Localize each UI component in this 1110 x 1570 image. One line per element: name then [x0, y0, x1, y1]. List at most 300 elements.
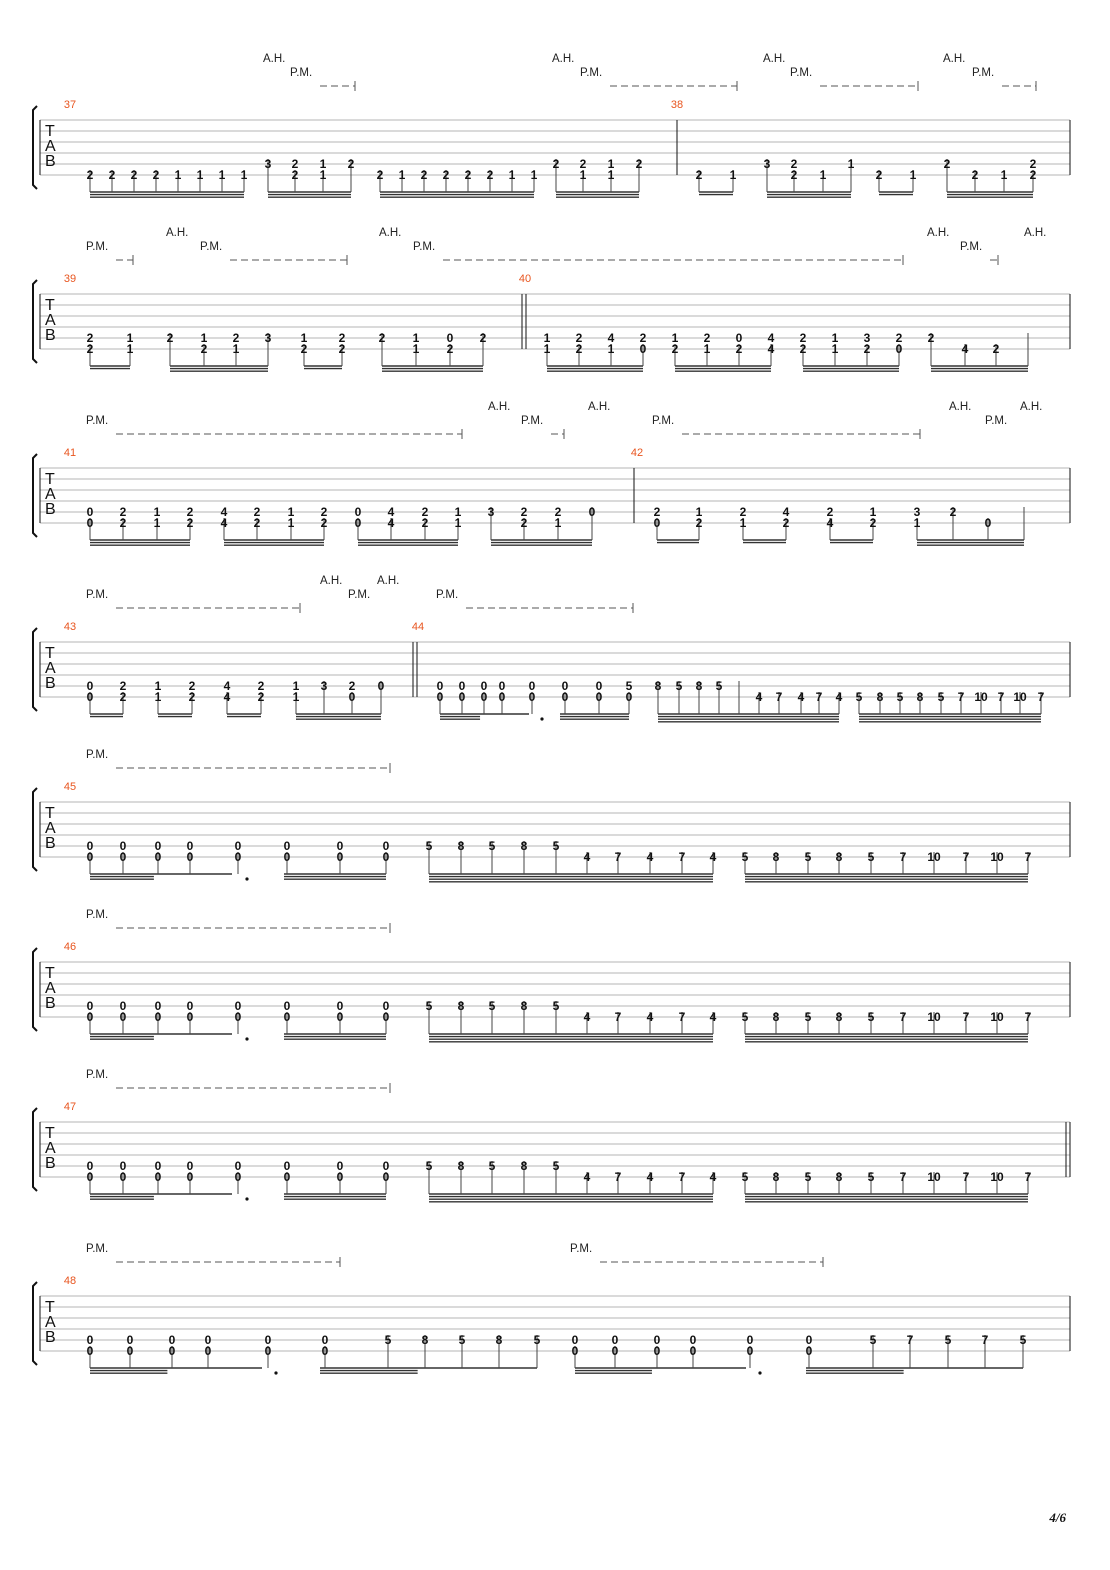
fret-number: 4 [387, 505, 395, 519]
fret-number: 0 [336, 1010, 344, 1024]
fret-number: 0 [186, 999, 194, 1013]
fret-number: 1 [695, 505, 703, 519]
fret-number: 0 [984, 516, 992, 530]
fret-number: 1 [398, 168, 406, 182]
fret-number: 7 [614, 850, 622, 864]
artificial-harmonic-label: A.H. [763, 53, 786, 65]
fret-number: 8 [835, 1170, 843, 1184]
bar-number: 40 [518, 273, 532, 285]
fret-number: 4 [709, 1170, 717, 1184]
fret-number: 2 [232, 331, 240, 345]
fret-number: 5 [867, 850, 875, 864]
fret-number: 0 [382, 1170, 390, 1184]
fret-number: 4 [755, 690, 763, 704]
tab-clef-letter: T [45, 1299, 55, 1316]
fret-number: 0 [86, 505, 94, 519]
tab-system-7 [33, 1069, 1070, 1202]
fret-number: 2 [653, 505, 661, 519]
fret-number: 2 [895, 331, 903, 345]
fret-number: 0 [382, 850, 390, 864]
fret-number: 0 [348, 690, 356, 704]
fret-number: 0 [86, 850, 94, 864]
fret-number: 0 [154, 1010, 162, 1024]
fret-number: 0 [86, 1159, 94, 1173]
fret-number: 2 [376, 168, 384, 182]
fret-number: 7 [678, 1010, 686, 1024]
fret-number: 0 [480, 679, 488, 693]
tab-clef-letter: T [45, 123, 55, 140]
fret-number: 0 [283, 839, 291, 853]
fret-number: 0 [186, 850, 194, 864]
fret-number: 2 [790, 157, 798, 171]
fret-number: 0 [611, 1333, 619, 1347]
fret-number: 10 [990, 1010, 1004, 1024]
fret-number: 4 [220, 516, 228, 530]
fret-number: 1 [909, 168, 917, 182]
fret-number: 2 [421, 505, 429, 519]
fret-number: 0 [86, 1010, 94, 1024]
bar-number: 43 [63, 621, 77, 633]
fret-number: 7 [1024, 1170, 1032, 1184]
fret-number: 4 [767, 331, 775, 345]
fret-number: 0 [154, 1159, 162, 1173]
fret-number: 0 [168, 1333, 176, 1347]
fret-number: 4 [961, 342, 969, 356]
fret-number: 0 [86, 1344, 94, 1358]
fret-number: 5 [533, 1333, 541, 1347]
bar-number: 41 [63, 447, 77, 459]
palm-mute-label: P.M. [290, 67, 313, 79]
fret-number: 0 [611, 1344, 619, 1358]
fret-number: 8 [772, 1010, 780, 1024]
fret-number: 8 [772, 1170, 780, 1184]
fret-number: 0 [735, 331, 743, 345]
fret-number: 1 [607, 157, 615, 171]
fret-number: 0 [561, 679, 569, 693]
fret-number: 1 [819, 168, 827, 182]
palm-mute-label: P.M. [972, 67, 995, 79]
fret-number: 10 [927, 850, 941, 864]
fret-number: 0 [480, 690, 488, 704]
bar-number: 45 [63, 781, 77, 793]
fret-number: 2 [949, 505, 957, 519]
bar-number: 39 [63, 273, 77, 285]
fret-number: 0 [264, 1333, 272, 1347]
fret-number: 2 [1029, 168, 1037, 182]
fret-number: 2 [119, 679, 127, 693]
tab-system-3 [33, 401, 1070, 545]
system-bracket [33, 628, 37, 711]
fret-number: 2 [943, 157, 951, 171]
fret-number: 5 [937, 690, 945, 704]
fret-number: 0 [571, 1333, 579, 1347]
artificial-harmonic-label: A.H. [1020, 401, 1043, 413]
tab-system-2 [33, 227, 1070, 371]
tab-clef-letter: B [45, 1155, 56, 1172]
tab-clef-letter: T [45, 645, 55, 662]
fret-number: 0 [377, 679, 385, 693]
fret-number: 0 [283, 850, 291, 864]
fret-number: 0 [436, 690, 444, 704]
fret-number: 1 [454, 516, 462, 530]
fret-number: 4 [223, 690, 231, 704]
fret-number: 10 [1013, 690, 1027, 704]
fret-number: 4 [583, 1010, 591, 1024]
fret-number: 7 [1037, 690, 1045, 704]
fret-number: 0 [689, 1333, 697, 1347]
palm-mute-label: P.M. [348, 589, 371, 601]
fret-number: 2 [253, 516, 261, 530]
fret-number: 1 [292, 679, 300, 693]
duration-dot [540, 717, 543, 720]
fret-number: 1 [543, 331, 551, 345]
fret-number: 4 [646, 1010, 654, 1024]
tab-system-5 [33, 749, 1070, 882]
fret-number: 0 [528, 690, 536, 704]
fret-number: 0 [595, 679, 603, 693]
fret-number: 0 [234, 1159, 242, 1173]
fret-number: 2 [253, 505, 261, 519]
artificial-harmonic-label: A.H. [588, 401, 611, 413]
fret-number: 1 [671, 331, 679, 345]
fret-number: 0 [234, 1170, 242, 1184]
fret-number: 1 [847, 157, 855, 171]
fret-number: 0 [382, 1159, 390, 1173]
fret-number: 1 [831, 331, 839, 345]
fret-number: 0 [382, 839, 390, 853]
fret-number: 2 [320, 516, 328, 530]
fret-number: 0 [86, 679, 94, 693]
fret-number: 7 [957, 690, 965, 704]
fret-number: 10 [927, 1170, 941, 1184]
fret-number: 7 [678, 1170, 686, 1184]
fret-number: 0 [86, 516, 94, 530]
fret-number: 1 [869, 505, 877, 519]
fret-number: 1 [412, 342, 420, 356]
tab-system-4 [33, 575, 1070, 722]
fret-number: 2 [257, 679, 265, 693]
fret-number: 2 [703, 331, 711, 345]
fret-number: 5 [715, 679, 723, 693]
fret-number: 2 [338, 331, 346, 345]
fret-number: 0 [168, 1344, 176, 1358]
fret-number: 2 [971, 168, 979, 182]
fret-number: 5 [384, 1333, 392, 1347]
bar-number: 44 [411, 621, 425, 633]
fret-number: 0 [119, 1170, 127, 1184]
fret-number: 2 [200, 342, 208, 356]
fret-number: 2 [671, 342, 679, 356]
fret-number: 5 [552, 999, 560, 1013]
fret-number: 2 [575, 342, 583, 356]
tab-clef-letter: T [45, 297, 55, 314]
fret-number: 8 [457, 999, 465, 1013]
fret-number: 3 [913, 505, 921, 519]
fret-number: 3 [264, 157, 272, 171]
fret-number: 1 [200, 331, 208, 345]
fret-number: 4 [646, 850, 654, 864]
fret-number: 0 [119, 999, 127, 1013]
fret-number: 0 [382, 1010, 390, 1024]
fret-number: 0 [561, 690, 569, 704]
tab-clef-letter: B [45, 995, 56, 1012]
fret-number: 8 [520, 839, 528, 853]
system-bracket [33, 1282, 37, 1365]
fret-number: 8 [457, 839, 465, 853]
fret-number: 10 [990, 1170, 1004, 1184]
fret-number: 8 [876, 690, 884, 704]
fret-number: 8 [654, 679, 662, 693]
fret-number: 0 [354, 505, 362, 519]
fret-number: 8 [772, 850, 780, 864]
fret-number: 1 [554, 516, 562, 530]
fret-number: 1 [739, 516, 747, 530]
fret-number: 0 [321, 1344, 329, 1358]
fret-number: 0 [571, 1344, 579, 1358]
fret-number: 1 [287, 516, 295, 530]
fret-number: 2 [927, 331, 935, 345]
duration-dot [758, 1371, 761, 1374]
fret-number: 1 [703, 342, 711, 356]
fret-number: 2 [863, 342, 871, 356]
fret-number: 7 [1024, 850, 1032, 864]
fret-number: 5 [869, 1333, 877, 1347]
fret-number: 0 [126, 1333, 134, 1347]
fret-number: 5 [741, 850, 749, 864]
fret-number: 0 [119, 850, 127, 864]
fret-number: 2 [790, 168, 798, 182]
fret-number: 2 [639, 331, 647, 345]
fret-number: 1 [287, 505, 295, 519]
fret-number: 1 [607, 342, 615, 356]
fret-number: 7 [1024, 1010, 1032, 1024]
system-bracket [33, 788, 37, 871]
fret-number: 1 [292, 690, 300, 704]
fret-number: 3 [763, 157, 771, 171]
fret-number: 4 [782, 505, 790, 519]
tab-clef-letter: B [45, 675, 56, 692]
artificial-harmonic-label: A.H. [1024, 227, 1047, 239]
fret-number: 3 [320, 679, 328, 693]
fret-number: 0 [805, 1344, 813, 1358]
fret-number: 2 [442, 168, 450, 182]
palm-mute-label: P.M. [570, 1243, 593, 1255]
fret-number: 2 [338, 342, 346, 356]
fret-number: 1 [126, 342, 134, 356]
fret-number: 5 [855, 690, 863, 704]
system-bracket [33, 106, 37, 189]
fret-number: 0 [336, 850, 344, 864]
fret-number: 2 [320, 505, 328, 519]
fret-number: 0 [234, 1010, 242, 1024]
fret-number: 0 [746, 1344, 754, 1358]
duration-dot [245, 877, 248, 880]
fret-number: 1 [153, 505, 161, 519]
fret-number: 4 [387, 516, 395, 530]
fret-number: 2 [782, 516, 790, 530]
fret-number: 5 [552, 839, 560, 853]
fret-number: 0 [336, 1170, 344, 1184]
palm-mute-label: P.M. [86, 909, 109, 921]
fret-number: 1 [126, 331, 134, 345]
tab-clef-letter: A [45, 1140, 56, 1157]
fret-number: 5 [425, 999, 433, 1013]
fret-number: 0 [588, 505, 596, 519]
fret-number: 0 [234, 999, 242, 1013]
fret-number: 2 [86, 331, 94, 345]
fret-number: 2 [188, 679, 196, 693]
fret-number: 4 [223, 679, 231, 693]
fret-number: 2 [446, 342, 454, 356]
fret-number: 5 [804, 850, 812, 864]
fret-number: 1 [153, 516, 161, 530]
fret-number: 0 [154, 1170, 162, 1184]
fret-number: 0 [625, 690, 633, 704]
fret-number: 0 [336, 839, 344, 853]
fret-number: 2 [695, 168, 703, 182]
fret-number: 4 [607, 331, 615, 345]
fret-number: 0 [234, 839, 242, 853]
fret-number: 0 [204, 1333, 212, 1347]
tab-system-1 [33, 53, 1070, 197]
fret-number: 7 [997, 690, 1005, 704]
fret-number: 0 [186, 1170, 194, 1184]
fret-number: 2 [869, 516, 877, 530]
fret-number: 0 [653, 1333, 661, 1347]
fret-number: 5 [944, 1333, 952, 1347]
fret-number: 2 [421, 516, 429, 530]
fret-number: 4 [767, 342, 775, 356]
fret-number: 8 [695, 679, 703, 693]
fret-number: 2 [119, 505, 127, 519]
fret-number: 4 [709, 1010, 717, 1024]
fret-number: 5 [458, 1333, 466, 1347]
fret-number: 2 [799, 342, 807, 356]
tab-system-8 [33, 1243, 1070, 1375]
palm-mute-label: P.M. [436, 589, 459, 601]
fret-number: 2 [1029, 157, 1037, 171]
fret-number: 2 [130, 168, 138, 182]
fret-number: 2 [348, 679, 356, 693]
fret-number: 1 [174, 168, 182, 182]
fret-number: 0 [528, 679, 536, 693]
fret-number: 1 [232, 342, 240, 356]
fret-number: 8 [835, 1010, 843, 1024]
fret-number: 1 [607, 168, 615, 182]
fret-number: 4 [583, 1170, 591, 1184]
fret-number: 0 [436, 679, 444, 693]
fret-number: 2 [166, 331, 174, 345]
page-number: 4/6 [1049, 1510, 1066, 1525]
fret-number: 0 [689, 1344, 697, 1358]
fret-number: 1 [579, 168, 587, 182]
fret-number: 2 [119, 516, 127, 530]
fret-number: 2 [188, 690, 196, 704]
fret-number: 5 [425, 839, 433, 853]
fret-number: 7 [775, 690, 783, 704]
fret-number: 0 [283, 1010, 291, 1024]
fret-number: 0 [639, 342, 647, 356]
bar-number: 47 [63, 1101, 77, 1113]
fret-number: 5 [804, 1010, 812, 1024]
fret-number: 0 [119, 1010, 127, 1024]
fret-number: 1 [154, 690, 162, 704]
fret-number: 0 [119, 839, 127, 853]
system-bracket [33, 948, 37, 1031]
artificial-harmonic-label: A.H. [943, 53, 966, 65]
fret-number: 3 [487, 505, 495, 519]
bar-number: 42 [630, 447, 644, 459]
artificial-harmonic-label: A.H. [377, 575, 400, 587]
tab-system-6 [33, 909, 1070, 1042]
fret-number: 5 [867, 1170, 875, 1184]
fret-number: 3 [863, 331, 871, 345]
fret-number: 2 [479, 331, 487, 345]
fret-number: 7 [614, 1010, 622, 1024]
fret-number: 2 [119, 690, 127, 704]
fret-number: 0 [336, 1159, 344, 1173]
fret-number: 5 [488, 839, 496, 853]
fret-number: 5 [488, 999, 496, 1013]
fret-number: 7 [981, 1333, 989, 1347]
fret-number: 0 [805, 1333, 813, 1347]
fret-number: 2 [799, 331, 807, 345]
artificial-harmonic-label: A.H. [166, 227, 189, 239]
artificial-harmonic-label: A.H. [949, 401, 972, 413]
fret-number: 4 [797, 690, 805, 704]
palm-mute-label: P.M. [200, 241, 223, 253]
fret-number: 5 [741, 1010, 749, 1024]
fret-number: 2 [86, 342, 94, 356]
fret-number: 0 [446, 331, 454, 345]
fret-number: 2 [875, 168, 883, 182]
tab-clef-letter: T [45, 965, 55, 982]
fret-number: 1 [412, 331, 420, 345]
fret-number: 5 [896, 690, 904, 704]
fret-number: 1 [319, 168, 327, 182]
system-bracket [33, 454, 37, 537]
fret-number: 2 [554, 505, 562, 519]
fret-number: 7 [906, 1333, 914, 1347]
fret-number: 5 [804, 1170, 812, 1184]
fret-number: 1 [454, 505, 462, 519]
fret-number: 10 [974, 690, 988, 704]
fret-number: 0 [86, 999, 94, 1013]
fret-number: 2 [826, 505, 834, 519]
tab-clef-letter: B [45, 501, 56, 518]
fret-number: 7 [899, 1010, 907, 1024]
fret-number: 0 [283, 999, 291, 1013]
fret-number: 5 [625, 679, 633, 693]
fret-number: 0 [746, 1333, 754, 1347]
fret-number: 0 [354, 516, 362, 530]
palm-mute-label: P.M. [652, 415, 675, 427]
fret-number: 10 [927, 1010, 941, 1024]
fret-number: 2 [520, 505, 528, 519]
fret-number: 8 [520, 1159, 528, 1173]
fret-number: 4 [709, 850, 717, 864]
fret-number: 7 [899, 1170, 907, 1184]
fret-number: 0 [498, 690, 506, 704]
bar-number: 37 [63, 99, 77, 111]
fret-number: 2 [291, 157, 299, 171]
fret-number: 2 [257, 690, 265, 704]
fret-number: 5 [741, 1170, 749, 1184]
fret-number: 7 [614, 1170, 622, 1184]
fret-number: 0 [498, 679, 506, 693]
fret-number: 5 [552, 1159, 560, 1173]
system-bracket [33, 280, 37, 363]
